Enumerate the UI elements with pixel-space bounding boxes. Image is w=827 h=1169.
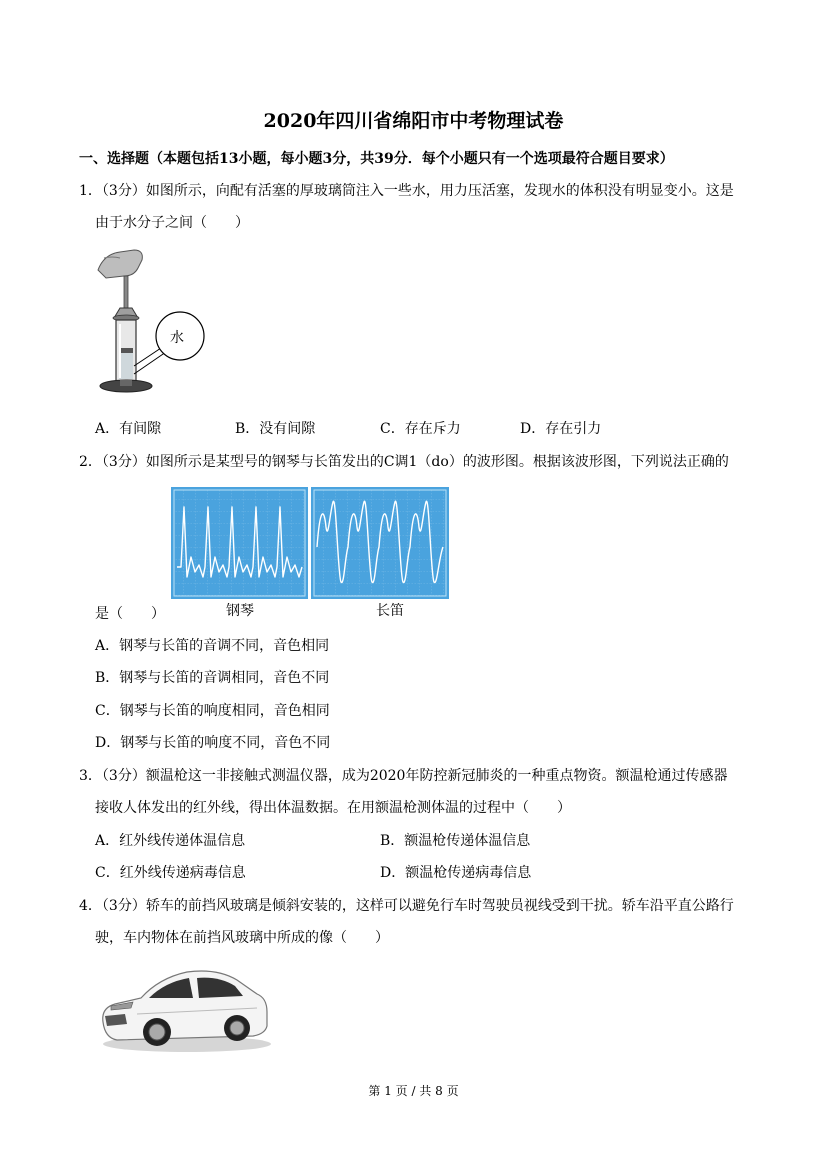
q1-option-a: A．有间隙 (95, 421, 162, 437)
q3-option-c: C．红外线传递病毒信息 (95, 865, 246, 881)
flute-label: 长笛 (376, 603, 404, 619)
q3-stem-line1: 3．（3分）额温枪这一非接触式测温仪器，成为2020年防控新冠肺炎的一种重点物资。额温枪通过传感器 (79, 768, 728, 784)
q4-stem-line2: 驶，车内物体在前挡风玻璃中所成的像（ ） (95, 930, 389, 946)
q4-stem-line1: 4．（3分）轿车的前挡风玻璃是倾斜安装的，这样可以避免行车时驾驶员视线受到干扰。轿车沿平直公路行 (79, 898, 734, 914)
q2-option-b: B．钢琴与长笛的音调相同，音色不同 (95, 670, 330, 686)
car-figure (97, 960, 271, 1056)
q1-option-c: C．存在斥力 (380, 421, 461, 437)
q3-option-a: A．红外线传递体温信息 (95, 833, 246, 849)
q2-stem-line1: 2．（3分）如图所示是某型号的钢琴与长笛发出的C调1（do）的波形图。根据该波形图，下列说法正确的 (79, 454, 729, 470)
q2-option-a: A．钢琴与长笛的音调不同，音色相同 (95, 638, 330, 654)
q2-option-c: C．钢琴与长笛的响度相同，音色相同 (95, 703, 330, 719)
q3-stem-line2: 接收人体发出的红外线，得出体温数据。在用额温枪测体温的过程中（ ） (95, 800, 571, 816)
q1-stem-line1: 1．（3分）如图所示，向配有活塞的厚玻璃筒注入一些水，用力压活塞，发现水的体积没有明显变小。这是 (79, 183, 734, 199)
piano-waveform (171, 487, 308, 599)
piano-label: 钢琴 (226, 603, 254, 619)
q2-stem-line2: 是（ ） (95, 606, 165, 622)
page-title: 2020年四川省绵阳市中考物理试卷 (263, 110, 564, 132)
q3-option-b: B．额温枪传递体温信息 (380, 833, 531, 849)
water-label: 水 (170, 330, 184, 346)
q1-stem-line2: 由于水分子之间（ ） (95, 215, 249, 231)
flute-waveform (311, 487, 449, 599)
q1-option-b: B．没有间隙 (235, 421, 316, 437)
syringe-figure (94, 248, 214, 400)
q1-option-d: D．存在引力 (520, 421, 602, 437)
q2-option-d: D．钢琴与长笛的响度不同，音色不同 (95, 735, 331, 751)
section-heading: 一、选择题（本题包括13小题，每小题3分，共39分．每个小题只有一个选项最符合题目要求） (79, 151, 674, 167)
q3-option-d: D．额温枪传递病毒信息 (380, 865, 532, 881)
page-footer: 第 1 页 / 共 8 页 (368, 1084, 459, 1098)
